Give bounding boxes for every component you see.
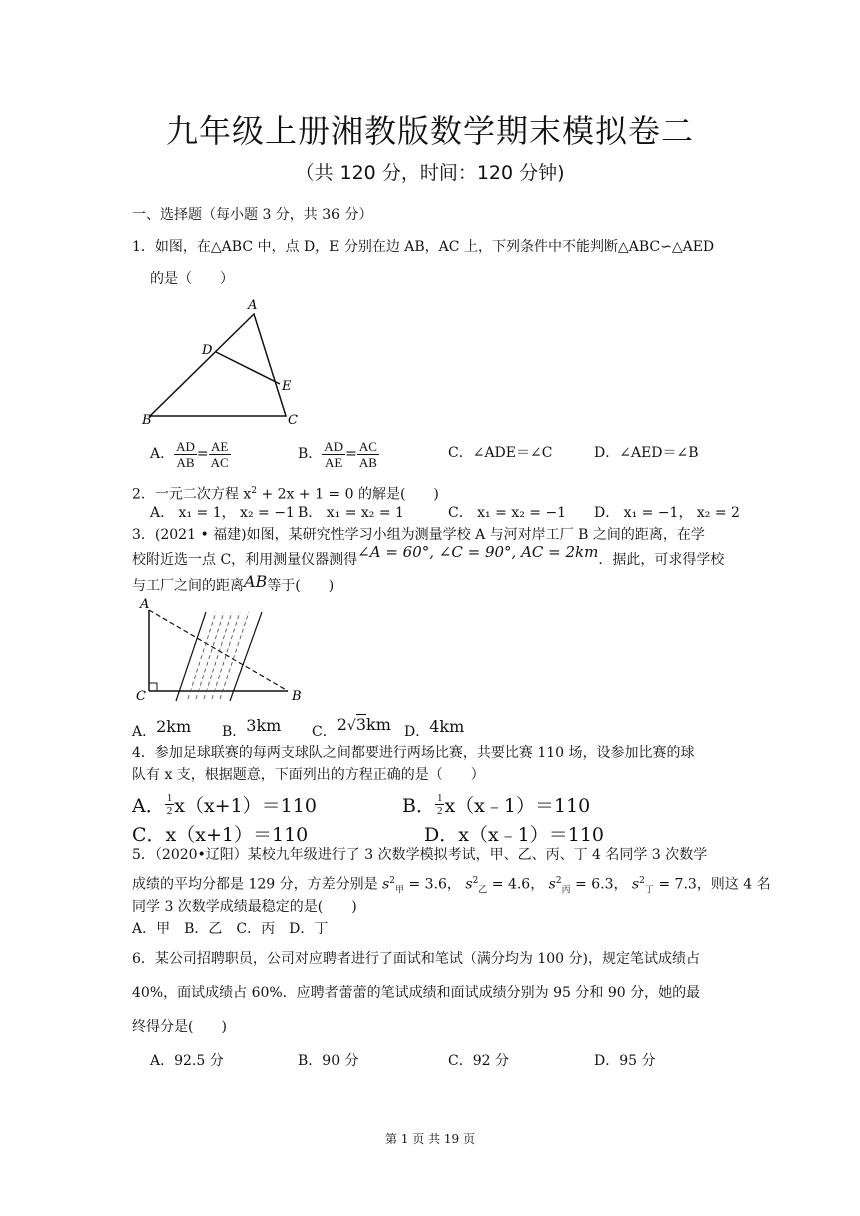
q2-option-c[interactable]: C． x₁ = x₂ = −1 bbox=[448, 505, 567, 521]
q3-option-d-label: D． bbox=[404, 724, 430, 740]
q1-stem-line2: 的是（ ） bbox=[150, 271, 234, 287]
q5-s1-value: = 3.6 bbox=[404, 876, 447, 893]
q4-option-a-num: 1 bbox=[166, 791, 173, 804]
q3-option-b[interactable] bbox=[222, 716, 282, 741]
q2-option-b[interactable]: B． x₁ = x₂ = 1 bbox=[298, 505, 404, 521]
q6-option-a[interactable]: A．92.5 分 bbox=[150, 1053, 224, 1069]
q1-option-b-num1: AD bbox=[324, 438, 344, 454]
q1-option-a-label: A． bbox=[150, 446, 175, 462]
q1-option-b-num2: AC bbox=[358, 438, 377, 454]
q6-option-c[interactable]: C．92 分 bbox=[448, 1053, 509, 1069]
q6-stem-line2: 40%，面试成绩占 60%．应聘者蕾蕾的笔试成绩和面试成绩分别为 95 分和 90 分，她的最 bbox=[132, 985, 701, 1001]
q3-label-b: B bbox=[292, 689, 302, 704]
q1-option-b-eq: = bbox=[345, 446, 357, 462]
q3-stem-line3 bbox=[132, 572, 335, 595]
q4-option-b-num: 1 bbox=[436, 791, 443, 804]
q1-option-a-eq: = bbox=[196, 446, 209, 462]
q1-label-c: C bbox=[288, 413, 298, 428]
q1-option-a-den2: AC bbox=[210, 454, 229, 470]
q3-option-d[interactable] bbox=[404, 717, 465, 741]
q4-option-a-rest: x（x+1）＝110 bbox=[174, 794, 317, 817]
q1-option-b[interactable] bbox=[298, 434, 379, 474]
q1-option-b-den1: AE bbox=[325, 454, 343, 470]
q3-option-c-radicand: 3 bbox=[355, 715, 367, 734]
q3-label-a: A bbox=[140, 597, 150, 612]
q1-label-e: E bbox=[282, 379, 292, 394]
q5-s1-sup: 2 bbox=[389, 876, 395, 886]
q5-options[interactable]: A．甲 B．乙 C．丙 D．丁 bbox=[132, 921, 329, 937]
q3-stem-line1: 3．(2021 • 福建)如图，某研究性学习小组为测量学校 A 与河对岸工厂 B 之间的距离，在学 bbox=[132, 527, 705, 543]
q1-option-b-label: B． bbox=[298, 446, 323, 462]
q1-triangle-figure bbox=[140, 296, 310, 430]
q5-s3-sub: 丙 bbox=[561, 885, 571, 896]
q5-s2-value: = 4.6 bbox=[487, 876, 531, 893]
q4-option-c[interactable]: C．x（x+1）＝110 bbox=[132, 824, 309, 846]
q1-stem-line1: 1．如图，在△ABC 中，点 D，E 分别在边 AB，AC 上，下列条件中不能判断△ABC∽△AED bbox=[132, 239, 715, 255]
q5-s1-sub: 甲 bbox=[395, 885, 405, 896]
q3-stem-line3-math: AB bbox=[244, 572, 268, 591]
q3-option-a[interactable] bbox=[132, 717, 192, 741]
q3-option-a-value: 2km bbox=[156, 717, 192, 736]
q3-option-c-unit: km bbox=[366, 715, 391, 734]
q3-label-c: C bbox=[136, 689, 146, 704]
q2-stem-b: + 2x + 1 = 0 的解是( ) bbox=[257, 486, 439, 503]
q4-option-a-den: 2 bbox=[166, 804, 173, 817]
q1-option-b-den2: AB bbox=[358, 454, 377, 470]
q3-stem-line2-a: 校附近选一点 C，利用测量仪器测得 bbox=[132, 552, 358, 568]
page-title: 九年级上册湘教版数学期末模拟卷二 bbox=[165, 112, 694, 150]
q5-s2-sub: 乙 bbox=[478, 885, 488, 896]
q1-option-a-num2: AE bbox=[209, 439, 231, 455]
q1-option-a-num1: AD bbox=[176, 438, 195, 454]
q5-s2-letter: s bbox=[465, 876, 473, 893]
q1-label-a: A bbox=[248, 298, 258, 313]
q1-option-a[interactable] bbox=[150, 434, 231, 474]
page-subtitle: （共 120 分，时间：120 分钟) bbox=[295, 162, 565, 184]
q3-option-c-coef: 2 bbox=[336, 715, 347, 734]
q5-s4-value: = 7.3 bbox=[653, 876, 697, 893]
q2-stem-a: 2．一元二次方程 x bbox=[132, 486, 252, 503]
q5-stem-line2-a: 成绩的平均分都是 129 分，方差分别是 bbox=[132, 876, 378, 893]
q5-stem-line3: 同学 3 次数学成绩最稳定的是( ) bbox=[132, 899, 357, 915]
q4-option-a[interactable] bbox=[132, 786, 317, 822]
q3-option-d-value: 4km bbox=[429, 717, 465, 736]
q5-s1-letter: s bbox=[382, 876, 390, 893]
q3-stem-line3-b: 等于( ) bbox=[267, 578, 335, 594]
q4-option-d[interactable]: D．x（x﹣1）＝110 bbox=[424, 824, 605, 846]
q6-stem-line1: 6．某公司招聘职员，公司对应聘者进行了面试和笔试（满分均为 100 分)，规定笔试成绩占 bbox=[132, 951, 700, 967]
q4-option-b[interactable] bbox=[402, 786, 590, 822]
page-footer: 第 1 页 共 19 页 bbox=[385, 1132, 475, 1146]
q3-option-a-label: A． bbox=[132, 724, 157, 740]
q5-s4-letter: s bbox=[631, 876, 640, 893]
q5-stem-line2-b: ，则这 4 名 bbox=[696, 876, 771, 893]
q3-stem-line2-math: ∠A = 60°, ∠C = 90°, AC = 2km bbox=[357, 543, 599, 561]
q1-label-d: D bbox=[202, 343, 213, 358]
q4-option-b-rest: x（x﹣1）＝110 bbox=[444, 794, 591, 817]
q3-stem-line3-a: 与工厂之间的距离 bbox=[132, 578, 244, 594]
q1-label-b: B bbox=[142, 413, 152, 428]
q6-option-d[interactable]: D．95 分 bbox=[594, 1053, 656, 1069]
q2-option-a[interactable]: A． x₁ = 1， x₂ = −1 bbox=[150, 505, 295, 521]
q3-stem-line2-b: ．据此，可求得学校 bbox=[598, 552, 725, 568]
q3-river-figure bbox=[130, 594, 310, 706]
q2-stem bbox=[132, 482, 439, 504]
q5-stem-line1: 5．（2020•辽阳）某校九年级进行了 3 次数学模拟考试，甲、乙、丙、丁 4 名同学 3 次数学 bbox=[132, 847, 708, 863]
q5-s4-sub: 丁 bbox=[644, 885, 654, 896]
q5-s3-sup: 2 bbox=[555, 876, 562, 886]
q5-s4-sup: 2 bbox=[639, 876, 645, 886]
q5-s2-sup: 2 bbox=[472, 876, 479, 886]
q5-stem-line2: 成绩的平均分都是 129 分，方差分别是 $s^2_甲 = 3.6$， $s^2_乙 = 4.6$， $s^2_丙 = 6.3$， $s^2_丁 = 7.3$，则这 4 名 bbox=[132, 876, 771, 896]
q4-option-b-den: 2 bbox=[436, 804, 443, 817]
q2-option-d[interactable]: D． x₁ = −1， x₂ = 2 bbox=[594, 505, 740, 521]
q3-stem-line2 bbox=[132, 543, 725, 569]
q3-option-c-label: C． bbox=[312, 724, 337, 740]
q4-option-a-label: A． bbox=[132, 794, 165, 817]
q4-option-b-label: B． bbox=[402, 794, 435, 817]
q4-stem-line2: 队有 x 支，根据题意，下面列出的方程正确的是（ ） bbox=[132, 767, 485, 783]
q2-stem-sup: 2 bbox=[251, 486, 257, 496]
q1-option-c[interactable]: C．∠ADE＝∠C bbox=[448, 445, 553, 461]
q1-option-d[interactable]: D．∠AED＝∠B bbox=[594, 445, 699, 461]
section-heading: 一、选择题（每小题 3 分，共 36 分） bbox=[132, 207, 373, 223]
q1-option-a-den1: AB bbox=[176, 454, 195, 470]
q6-stem-line3: 终得分是( ) bbox=[132, 1019, 227, 1035]
q6-option-b[interactable]: B．90 分 bbox=[298, 1053, 359, 1069]
q5-s3-letter: s bbox=[548, 876, 556, 893]
q3-option-b-value: 3km bbox=[246, 716, 282, 735]
q3-option-b-label: B． bbox=[222, 724, 247, 740]
q3-option-c[interactable]: C．2√3km bbox=[312, 715, 391, 740]
q5-s3-value: = 6.3 bbox=[570, 876, 614, 893]
q4-stem-line1: 4．参加足球联赛的每两支球队之间都要进行两场比赛，共要比赛 110 场，设参加比赛的球 bbox=[132, 745, 695, 761]
